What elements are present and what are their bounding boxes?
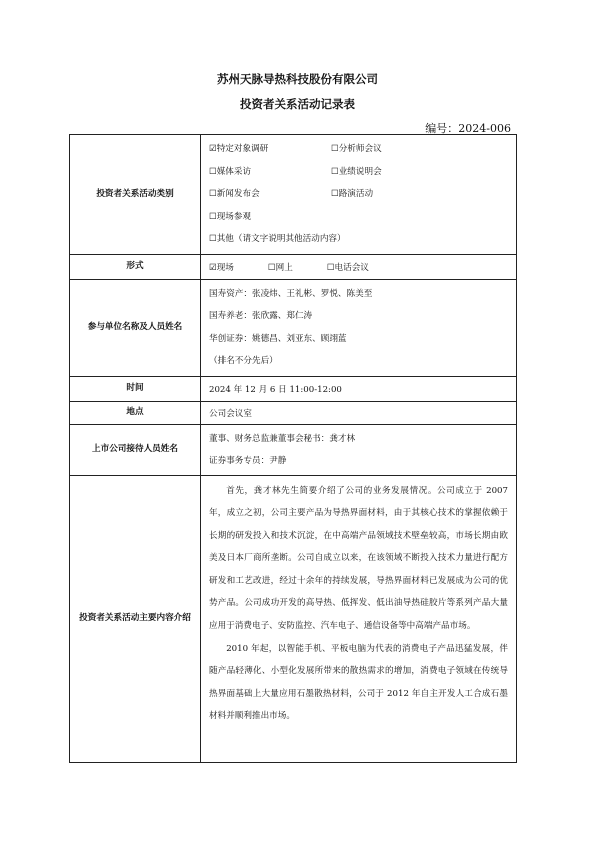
option-press-conference: ☐新闻发布会 xyxy=(209,189,260,199)
row-content xyxy=(70,475,517,762)
activity-category-options xyxy=(201,135,517,255)
participant-line: 华创证券：姚德昌、刘亚东、顾翊蓝 xyxy=(209,333,347,344)
reception-person: 董事、财务总监兼董事会秘书：龚才林 xyxy=(209,433,356,444)
participants-list xyxy=(201,279,517,376)
row-form xyxy=(70,254,517,279)
label-content: 投资者关系活动主要内容介绍 xyxy=(70,475,201,762)
option-earnings-call: ☐业绩说明会 xyxy=(331,166,382,177)
document-number: 编号：2024-006 xyxy=(425,122,511,135)
option-specific-research: ☑特定对象调研 xyxy=(209,144,269,154)
row-participants xyxy=(70,279,517,376)
row-time xyxy=(70,376,517,401)
participant-note: （排名不分先后） xyxy=(209,356,278,366)
label-form: 形式 xyxy=(70,254,201,279)
time-value: 2024 年 12 月 6 日 11:00-12:00 xyxy=(201,376,517,401)
form-title: 投资者关系活动记录表 xyxy=(240,97,355,111)
form-options xyxy=(201,254,517,279)
row-reception xyxy=(70,424,517,475)
row-activity-category xyxy=(70,135,517,255)
location-value: 公司会议室 xyxy=(201,401,517,424)
content-body xyxy=(201,475,517,762)
reception-person: 证券事务专员：尹静 xyxy=(209,455,287,466)
option-online: ☐网上 xyxy=(267,262,293,273)
option-onsite: ☑现场 xyxy=(209,262,234,273)
row-location xyxy=(70,401,517,424)
company-name: 苏州天脉导热科技股份有限公司 xyxy=(217,72,378,86)
participant-line: 国寿资产：张凌炜、王礼彬、罗悦、陈美至 xyxy=(209,288,373,299)
option-roadshow: ☐路演活动 xyxy=(331,189,374,199)
record-table xyxy=(69,134,517,763)
option-media-interview: ☐媒体采访 xyxy=(209,166,252,177)
content-paragraph: 首先，龚才林先生简要介绍了公司的业务发展情况。公司成立于 2007 年，成立之初，公司主要产品为导热界面材料，由于其核心技术的掌握依赖于长期的研发投入和技术沉淀，在中高端产品领域技术壁垒较高，市场长期由欧美及日本厂商所垄断。公司自成立以来，在该领域不断投入技术力量进行配方研发和工艺改进，经过十余年的持续发展，导热界面材料已发展成为公司的优势产品。公司成功开发的高导热、低挥发、低出油导热硅胶片等系列产品大量应用于消费电子、安防监控、汽车电子、通信设备等中高端产品市场。 xyxy=(209,485,508,632)
label-participants: 参与单位名称及人员姓名 xyxy=(70,279,201,376)
label-activity-category: 投资者关系活动类别 xyxy=(70,135,201,255)
option-analyst-meeting: ☐分析师会议 xyxy=(331,144,382,154)
participant-line: 国寿养老：张欣露、郑仁涛 xyxy=(209,311,313,321)
reception-list xyxy=(201,424,517,475)
label-time: 时间 xyxy=(70,376,201,401)
option-phone-meeting: ☐电话会议 xyxy=(326,262,369,273)
option-other: ☐其他（请文字说明其他活动内容） xyxy=(209,234,346,244)
content-paragraph: 2010 年起，以智能手机、平板电脑为代表的消费电子产品迅猛发展，伴随产品轻薄化、小型化发展所带来的散热需求的增加，消费电子领域在传统导热界面基础上大量应用石墨散热材料，公司于 2012 年自主开发人工合成石墨材料并顺利推出市场。 xyxy=(209,643,508,722)
label-reception: 上市公司接待人员姓名 xyxy=(70,424,201,475)
option-site-visit: ☐现场参观 xyxy=(209,211,252,222)
label-location: 地点 xyxy=(70,401,201,424)
